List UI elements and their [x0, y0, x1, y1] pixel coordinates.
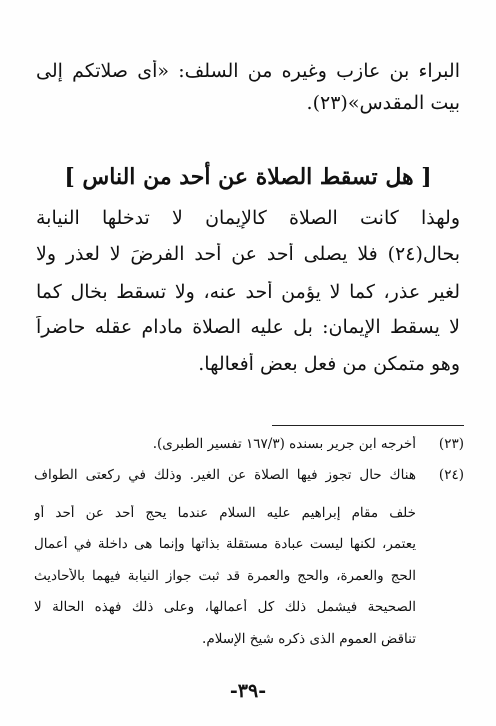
- footnote-24-line-1: هناك حال تجوز فيها الصلاة عن الغير. وذلك في ركعتى الطواف: [34, 467, 416, 483]
- body-line-2: بيت المقدس»(٢٣).: [306, 92, 460, 114]
- footnote-marker-24: (٢٤): [438, 467, 464, 483]
- paragraph-line-4: لا يسقط الإيمان: بل عليه الصلاة مادام عقله حاضراً: [36, 316, 460, 338]
- footnote-marker-23: (٢٣): [438, 436, 464, 452]
- footnote-24-line-3: يعتمر، لكنها ليست عبادة مستقلة بذاتها وإنما هى داخلة في أعمال: [34, 536, 416, 552]
- footnote-24-line-4: الحج والعمرة، والحج والعمرة قد ثبت جواز النيابة فيهما بالأحاديث: [34, 568, 416, 584]
- footnote-23-line-1: أخرجه ابن جرير بسنده (١٦٧/٣ تفسير الطبرى).: [152, 436, 416, 452]
- body-line-1: البراء بن عازب وغيره من السلف: «أى صلاتكم إلى: [36, 60, 460, 82]
- paragraph-line-2: بحال(٢٤) فلا يصلى أحد عن أحد الفرضَ لا لعذر ولا: [36, 243, 460, 265]
- footnote-24-line-2: خلف مقام إبراهيم عليه السلام عندما يحج أحد عن أحد أو: [34, 505, 416, 521]
- paragraph-line-3: لغير عذر، كما لا يؤمن أحد عنه، ولا تسقط بخال كما: [36, 281, 460, 303]
- section-heading: [ هل تسقط الصلاة عن أحد من الناس ]: [64, 164, 432, 190]
- paragraph-line-1: ولهذا كانت الصلاة كالإيمان لا تدخلها النيابة: [36, 207, 460, 229]
- footnote-separator: [272, 425, 464, 426]
- paragraph-line-5: وهو متمكن من فعل بعض أفعالها.: [198, 353, 460, 375]
- footnote-24-line-6: تناقض العموم الذى ذكره شيخ الإسلام.: [202, 631, 416, 647]
- footnote-24-line-5: الصحيحة فيشمل ذلك كل أعمالها، وعلى ذلك فهذه الحالة لا: [34, 599, 416, 615]
- page-number: -٣٩-: [229, 680, 267, 702]
